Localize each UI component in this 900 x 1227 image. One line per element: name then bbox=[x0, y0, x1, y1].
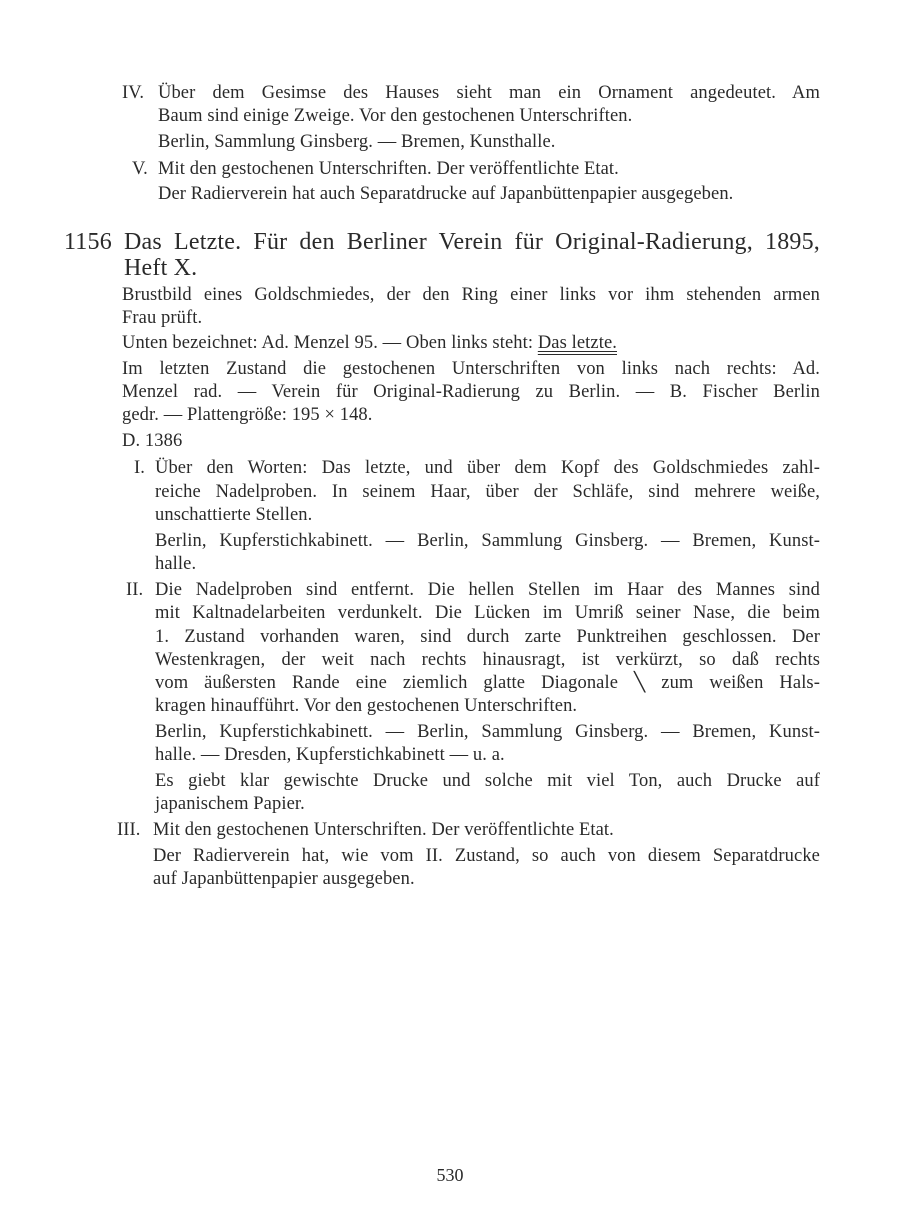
state-text-line: Die Nadelproben sind entfernt. Die hellen Stellen im Haar des Mannes sind bbox=[155, 580, 820, 600]
state-text-line: vom äußersten Rande eine ziemlich glatte Diagonale ╲ zum weißen Hals- bbox=[155, 673, 820, 693]
signature-text: Unten bezeichnet: Ad. Menzel 95. — Oben links steht: bbox=[122, 333, 538, 353]
state-text-line: Baum sind einige Zweige. Vor den gestochenen Unterschriften. bbox=[158, 106, 633, 126]
state-numeral: V. bbox=[132, 159, 148, 179]
state-text-line: reiche Nadelproben. In seinem Haar, über der Schläfe, sind mehrere weiße, bbox=[155, 482, 820, 502]
entry-title-line: Heft X. bbox=[124, 255, 198, 281]
state-text-line: kragen hinaufführt. Vor den gestochenen Unterschriften. bbox=[155, 696, 578, 716]
state-numeral: IV. bbox=[122, 83, 145, 103]
inscription-text: Das letzte. bbox=[537, 333, 617, 353]
collection-line: halle. bbox=[155, 554, 197, 574]
inscription-line: Im letzten Zustand die gestochenen Unterschriften von links nach rechts: Ad. bbox=[122, 359, 820, 379]
note-line: Der Radierverein hat, wie vom II. Zustand, so auch von diesem Separatdrucke bbox=[153, 846, 820, 866]
note-line: auf Japanbüttenpapier ausgegeben. bbox=[153, 869, 415, 889]
collection-line: Berlin, Kupferstichkabinett. — Berlin, Sammlung Ginsberg. — Bremen, Kunst- bbox=[155, 531, 820, 551]
state-text-line: mit Kaltnadelarbeiten verdunkelt. Die Lücken im Umriß seiner Nase, die beim bbox=[155, 603, 820, 623]
note-line: Der Radierverein hat auch Separatdrucke auf Japanbüttenpapier ausgegeben. bbox=[158, 184, 734, 204]
state-text-line: Über den Worten: Das letzte, und über dem Kopf des Goldschmiedes zahl- bbox=[155, 458, 820, 478]
state-text-line: Mit den gestochenen Unterschriften. Der veröffentlichte Etat. bbox=[153, 820, 614, 840]
inscription-line: gedr. — Plattengröße: 195 × 148. bbox=[122, 405, 373, 425]
state-text-line: Über dem Gesimse des Hauses sieht man ein Ornament angedeutet. Am bbox=[158, 83, 820, 103]
collection-line: halle. — Dresden, Kupferstichkabinett — u. a. bbox=[155, 745, 505, 765]
catalog-number: 1156 bbox=[64, 229, 112, 255]
description-line: Frau prüft. bbox=[122, 308, 203, 328]
state-numeral: II. bbox=[126, 580, 144, 600]
description-line: Brustbild eines Goldschmiedes, der den Ring einer links vor ihm stehenden armen bbox=[122, 285, 820, 305]
note-line: japanischem Papier. bbox=[155, 794, 305, 814]
entry-title-line: Das Letzte. Für den Berliner Verein für Original-Radierung, 1895, bbox=[124, 229, 820, 255]
collection-line: Berlin, Kupferstichkabinett. — Berlin, Sammlung Ginsberg. — Bremen, Kunst- bbox=[155, 722, 820, 742]
inscription-line: Menzel rad. — Verein für Original-Radierung zu Berlin. — B. Fischer Berlin bbox=[122, 382, 820, 402]
note-line: Es giebt klar gewischte Drucke und solche mit viel Ton, auch Drucke auf bbox=[155, 771, 820, 791]
page-number: 530 bbox=[436, 1165, 464, 1185]
state-text-line: unschattierte Stellen. bbox=[155, 505, 313, 525]
state-numeral: III. bbox=[117, 820, 141, 840]
reference-line: D. 1386 bbox=[122, 431, 183, 451]
state-text-line: 1. Zustand vorhanden waren, sind durch zarte Punktreihen geschlossen. Der bbox=[155, 627, 820, 647]
signature-line bbox=[122, 332, 617, 354]
state-text-line: Westenkragen, der weit nach rechts hinausragt, ist verkürzt, so daß rechts bbox=[155, 650, 820, 670]
collection-line: Berlin, Sammlung Ginsberg. — Bremen, Kunsthalle. bbox=[158, 132, 556, 152]
state-text-line: Mit den gestochenen Unterschriften. Der veröffentlichte Etat. bbox=[158, 159, 619, 179]
state-numeral: I. bbox=[134, 458, 145, 478]
